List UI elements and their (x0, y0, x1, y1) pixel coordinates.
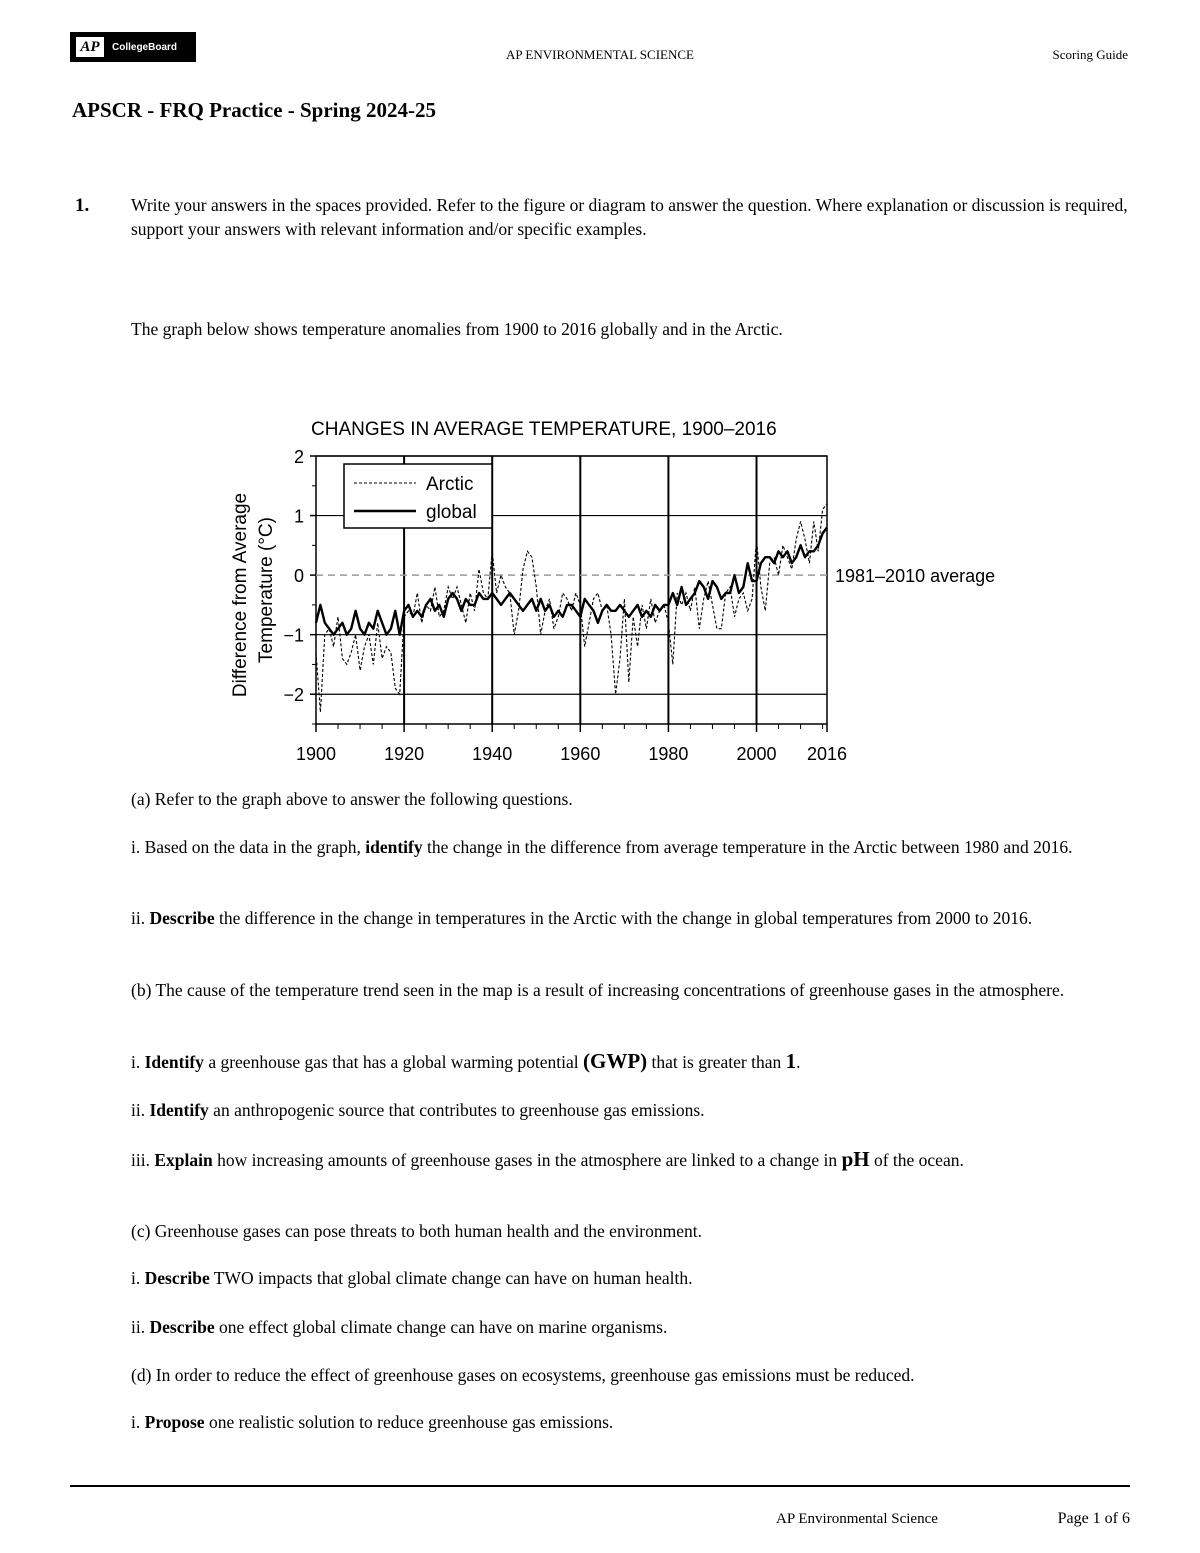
question-item (131, 1411, 1131, 1434)
x-tick-label: 1920 (384, 744, 425, 764)
question-text: (b) The cause of the temperature trend seen in the map is a result of increasing concentrations of greenhouse gases in the atmosphere. (131, 980, 1065, 1000)
question-item (131, 1099, 1131, 1122)
task-verb: Explain (154, 1150, 213, 1170)
question-emphasis: pH (841, 1147, 870, 1171)
question-number: 1. (75, 195, 90, 216)
question-item (131, 979, 1131, 1002)
x-tick-label: 2016 (806, 744, 848, 764)
question-item (131, 788, 1131, 811)
task-verb: Propose (144, 1412, 205, 1432)
question-text: one realistic solution to reduce greenhouse gas emissions. (204, 1412, 614, 1432)
footer-page-number: Page 1 of 6 (1057, 1510, 1130, 1527)
question-text: how increasing amounts of greenhouse gases in the atmosphere are linked to a change in (212, 1150, 842, 1170)
question-prefix: ii. (131, 908, 150, 928)
graph-intro: The graph below shows temperature anomalies from 1900 to 2016 globally and in the Arctic. (131, 319, 783, 339)
task-verb: Describe (149, 908, 215, 928)
question-text: TWO impacts that global climate change can have on human health. (209, 1268, 693, 1288)
y-tick-label: 0 (293, 566, 304, 587)
x-tick-label: 1980 (648, 744, 689, 764)
chart-title: CHANGES IN AVERAGE TEMPERATURE, 1900–2016 (311, 419, 777, 440)
task-verb: Identify (149, 1100, 209, 1120)
y-tick-label: −1 (283, 625, 304, 646)
question-item (131, 1148, 1131, 1172)
x-tick-label: 1960 (560, 744, 601, 764)
question-text: of the ocean. (869, 1150, 964, 1170)
question-text: (c) Greenhouse gases can pose threats to both human health and the environment. (131, 1221, 702, 1241)
question-prefix: i. (131, 1412, 145, 1432)
collegeboard-logo-text: CollegeBoard (112, 41, 178, 53)
instructions: Write your answers in the spaces provided. Refer to the figure or diagram to answer the question. Where explanation or discussion is required, support your answers with relevant information and/or specific examples. (131, 195, 1128, 239)
question-text: (a) Refer to the graph above to answer the following questions. (131, 789, 573, 809)
header-subject: AP ENVIRONMENTAL SCIENCE (506, 47, 694, 62)
footer-divider (70, 1485, 1130, 1487)
footer-course: AP Environmental Science (776, 1511, 938, 1527)
question-item (131, 1316, 1131, 1339)
question-prefix: ii. (131, 1317, 150, 1337)
question-prefix: ii. (131, 1100, 150, 1120)
question-prefix: i. (131, 1052, 145, 1072)
header-doc-type: Scoring Guide (1052, 47, 1128, 62)
x-tick-label: 2000 (736, 744, 777, 764)
question-prefix: i. Based on the data in the graph, (131, 837, 366, 857)
y-tick-label: 2 (293, 447, 304, 467)
question-item (131, 907, 1131, 930)
task-verb: identify (365, 837, 423, 857)
page-title: APSCR - FRQ Practice - Spring 2024-25 (72, 98, 436, 122)
question-item (131, 1050, 1131, 1074)
question-text: the difference in the change in temperatures in the Arctic with the change in global temperatures from 2000 to 2016. (214, 908, 1033, 928)
question-text: the change in the difference from average temperature in the Arctic between 1980 and 2016. (422, 837, 1073, 857)
y-tick-label: −2 (283, 685, 304, 706)
y-tick-label: 1 (293, 506, 304, 527)
task-verb: Identify (144, 1052, 204, 1072)
temperature-chart (215, 408, 1065, 768)
question-emphasis: (GWP) (583, 1049, 648, 1073)
question-prefix: i. (131, 1268, 145, 1288)
question-item (131, 836, 1131, 859)
legend-label-global: global (426, 502, 477, 523)
task-verb: Describe (149, 1317, 215, 1337)
question-text: (d) In order to reduce the effect of greenhouse gases on ecosystems, greenhouse gas emissions must be reduced. (131, 1365, 915, 1385)
question-text: a greenhouse gas that has a global warming potential (203, 1052, 583, 1072)
ap-logo-mark: AP (76, 37, 104, 57)
y-axis-label-line2: Temperature (°C) (256, 517, 277, 663)
question-emphasis: 1 (785, 1049, 797, 1073)
legend-label-arctic: Arctic (426, 474, 474, 495)
reference-line-label: 1981–2010 average (835, 566, 996, 587)
question-item (131, 1364, 1131, 1387)
question-item (131, 1267, 1131, 1290)
y-axis-label-line1: Difference from Average (230, 492, 251, 698)
question-prefix: iii. (131, 1150, 155, 1170)
question-text: one effect global climate change can have on marine organisms. (214, 1317, 668, 1337)
question-item (131, 1220, 1131, 1243)
question-text: an anthropogenic source that contributes to greenhouse gas emissions. (208, 1100, 705, 1120)
x-tick-label: 1940 (472, 744, 513, 764)
x-tick-label: 1900 (295, 744, 337, 764)
series-line-arctic (316, 504, 827, 712)
series-line-global (316, 528, 827, 635)
question-text: . (796, 1052, 801, 1072)
task-verb: Describe (144, 1268, 210, 1288)
question-text: that is greater than (647, 1052, 786, 1072)
